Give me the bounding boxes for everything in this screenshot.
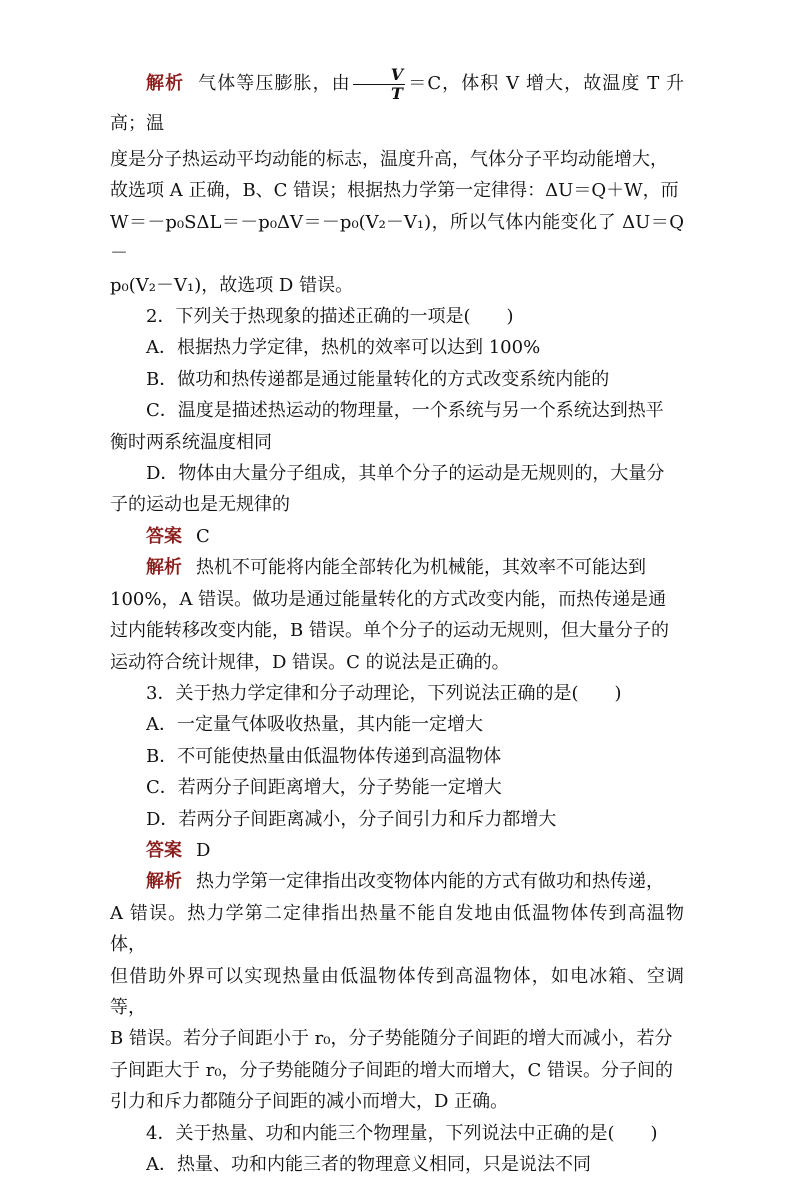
- text-line: B 错误。若分子间距小于 r₀，分子势能随分子间距的增大而减小，若分: [110, 1028, 673, 1050]
- option-text: A．热量、功和内能三者的物理意义相同，只是说法不同: [146, 1154, 591, 1175]
- text-line: 100%，A 错误。做功是通过能量转化的方式改变内能，而热传递是通: [110, 588, 667, 610]
- option-text: 子的运动也是无规律的: [110, 494, 290, 516]
- answer-paragraph: [110, 835, 684, 866]
- option-a: [110, 332, 684, 363]
- analysis-tag: 解析: [146, 557, 182, 579]
- option-d: [110, 804, 684, 835]
- option-text: D．若两分子间距离减小，分子间引力和斥力都增大: [146, 808, 557, 830]
- fraction-numerator: V: [353, 67, 405, 85]
- text-line: A 错误。热力学第二定律指出热量不能自发地由低温物体传到高温物体，: [110, 902, 684, 956]
- option-text: A．根据热力学定律，热机的效率可以达到 100%: [146, 337, 541, 359]
- text-segment: 气体等压膨胀，由: [198, 73, 351, 94]
- question-3: [110, 678, 684, 709]
- option-text: C．温度是描述热运动的物理量，一个系统与另一个系统达到热平: [146, 400, 664, 422]
- text-line: [110, 552, 684, 583]
- option-text: B．不可能使热量由低温物体传递到高温物体: [146, 745, 502, 767]
- question-text: 4．关于热量、功和内能三个物理量，下列说法中正确的是( ): [146, 1122, 658, 1144]
- text-line: 但借助外界可以实现热量由低温物体传到高温物体，如电冰箱、空调等，: [110, 965, 684, 1018]
- option-text: A．一定量气体吸收热量，其内能一定增大: [146, 714, 483, 736]
- option-text: 衡时两系统温度相同: [110, 431, 272, 453]
- text-line: 子间距大于 r₀，分子势能随分子间距的增大而增大，C 错误。分子间的: [110, 1059, 674, 1081]
- option-b: [110, 741, 684, 772]
- analysis-paragraph: [110, 64, 684, 301]
- question-4: [110, 1118, 684, 1149]
- text-segment: 热力学第一定律指出改变物体内能的方式有做功和热传递，: [196, 871, 664, 893]
- text-line: p₀(V₂－V₁)，故选项 D 错误。: [110, 274, 354, 296]
- text-line: 故选项 A 正确，B、C 错误；根据热力学第一定律得：ΔU＝Q＋W，而: [110, 180, 679, 202]
- option-c: [110, 772, 684, 803]
- text-line: 引力和斥力都随分子间距的减小而增大，D 正确。: [110, 1091, 509, 1113]
- answer-paragraph: [110, 521, 684, 552]
- option-a: [110, 1149, 684, 1180]
- option-d: [110, 458, 684, 521]
- question-2: [110, 301, 684, 332]
- text-line: [110, 835, 684, 866]
- analysis-paragraph: [110, 866, 684, 1117]
- text-segment: ＝C，体积 V 增大，故温度 T 升高；温: [110, 73, 685, 134]
- option-text: C．若两分子间距离增大，分子势能一定增大: [146, 777, 502, 799]
- analysis-tag: 解析: [146, 73, 185, 94]
- analysis-tag: 解析: [146, 871, 182, 893]
- option-text: D．物体由大量分子组成，其单个分子的运动是无规则的，大量分: [146, 463, 665, 485]
- answer-tag: 答案: [146, 839, 182, 861]
- text-line: [110, 64, 684, 144]
- option-text: B．做功和热传递都是通过能量转化的方式改变系统内能的: [146, 368, 610, 390]
- option-c: [110, 395, 684, 458]
- answer-tag: 答案: [146, 525, 182, 547]
- text-line: 度是分子热运动平均动能的标志，温度升高，气体分子平均动能增大，: [110, 149, 668, 170]
- fraction: [353, 64, 405, 103]
- text-line: 过内能转移改变内能，B 错误。单个分子的运动无规则，但大量分子的: [110, 620, 669, 642]
- analysis-paragraph: [110, 552, 684, 678]
- question-text: 3．关于热力学定律和分子动理论，下列说法正确的是( ): [146, 682, 622, 704]
- option-b: [110, 364, 684, 395]
- fraction-denominator: T: [391, 83, 403, 103]
- text-line: 运动符合统计规律，D 错误。C 的说法是正确的。: [110, 651, 510, 673]
- answer-value: D: [196, 839, 211, 861]
- question-text: 2．下列关于热现象的描述正确的一项是( ): [146, 306, 514, 328]
- text-line: W＝－p₀SΔL＝－p₀ΔV＝－p₀(V₂－V₁)，所以气体内能变化了 ΔU＝Q－: [110, 211, 684, 265]
- text-segment: 热机不可能将内能全部转化为机械能，其效率不可能达到: [196, 557, 646, 579]
- text-line: [110, 521, 684, 552]
- text-line: [110, 866, 684, 897]
- answer-value: C: [196, 525, 210, 547]
- option-a: [110, 709, 684, 740]
